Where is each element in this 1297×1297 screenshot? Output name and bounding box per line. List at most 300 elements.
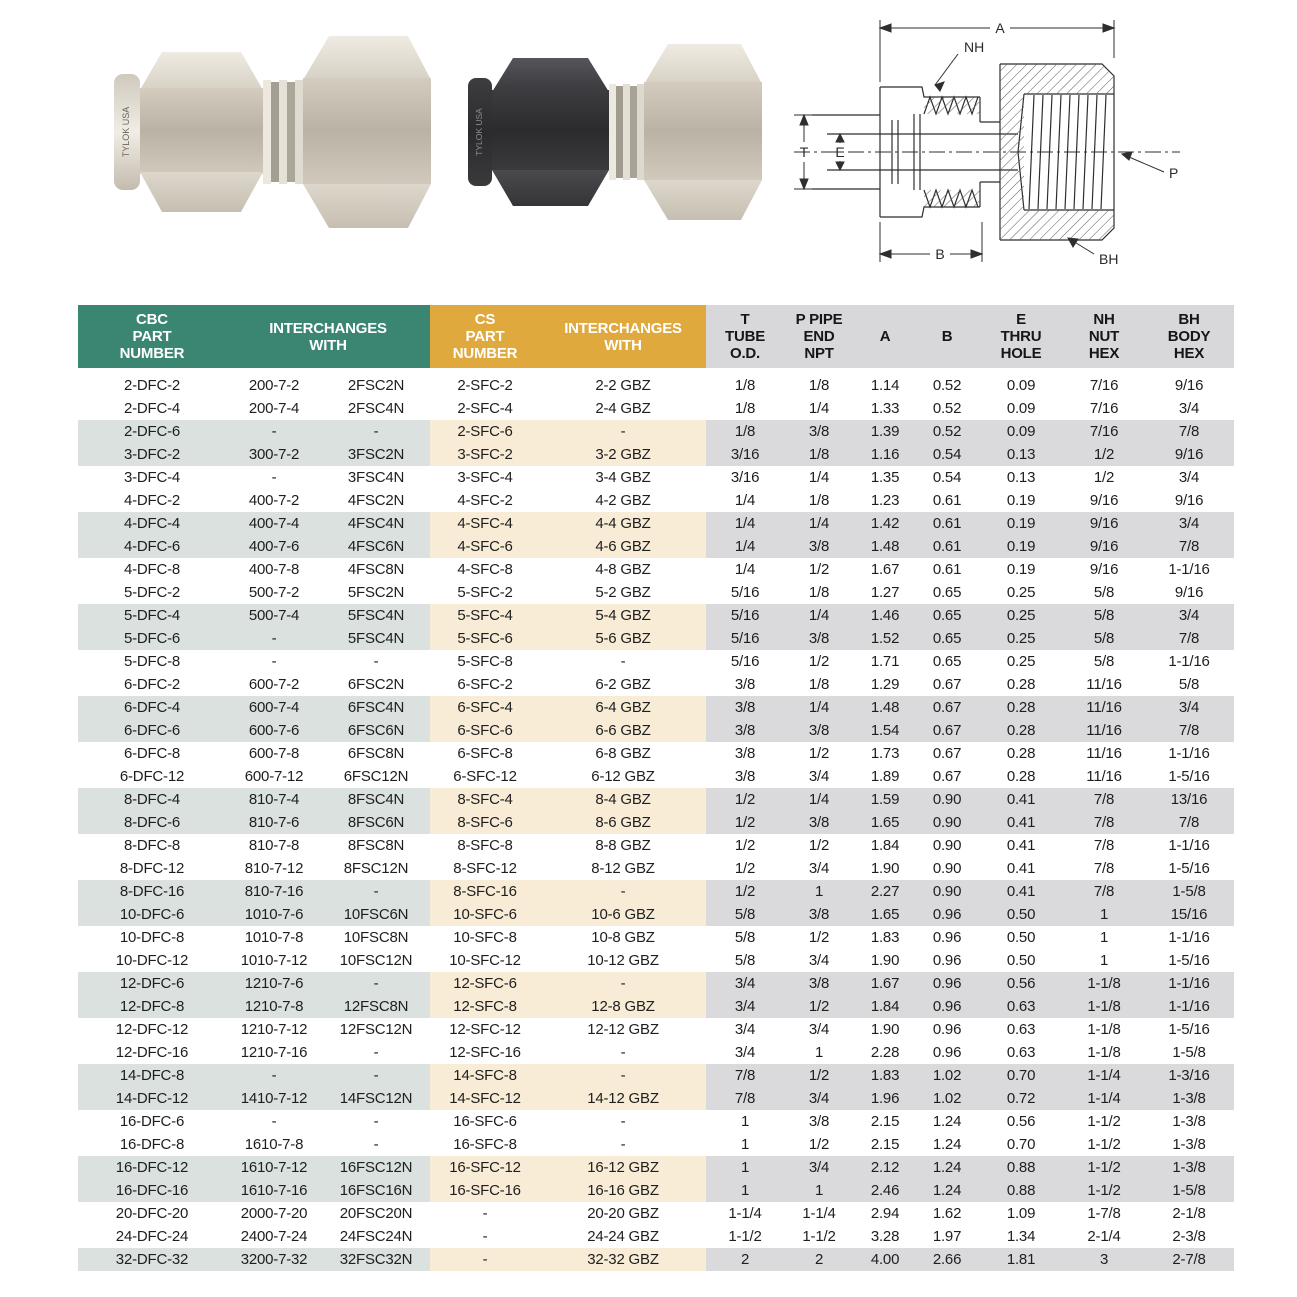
cell-int_gbz: 16-16 GBZ: [540, 1179, 706, 1202]
cell-t_tube_od: 5/8: [706, 903, 784, 926]
table-row: [78, 1018, 1234, 1041]
cell-cs: 8-SFC-16: [430, 880, 540, 903]
cell-cs: -: [430, 1202, 540, 1225]
cell-cs: 4-SFC-6: [430, 535, 540, 558]
cell-cs: 12-SFC-6: [430, 972, 540, 995]
table-row: [78, 903, 1234, 926]
cell-e_thru_hole: 0.50: [978, 903, 1064, 926]
cell-int2: 6FSC12N: [322, 765, 430, 788]
table-row: [78, 397, 1234, 420]
cell-cbc: 6-DFC-8: [78, 742, 226, 765]
cell-nh_nut_hex: 1/2: [1064, 443, 1144, 466]
cell-a: 1.83: [854, 926, 916, 949]
cell-cs: 6-SFC-4: [430, 696, 540, 719]
cell-int_gbz: -: [540, 1064, 706, 1087]
cell-nh_nut_hex: 1-1/8: [1064, 995, 1144, 1018]
cell-t_tube_od: 3/4: [706, 1018, 784, 1041]
table-row: [78, 1156, 1234, 1179]
cell-int2: -: [322, 1110, 430, 1133]
cell-int_gbz: 6-4 GBZ: [540, 696, 706, 719]
cell-int_gbz: 2-4 GBZ: [540, 397, 706, 420]
cell-nh_nut_hex: 11/16: [1064, 673, 1144, 696]
cell-t_tube_od: 1/4: [706, 512, 784, 535]
cell-bh_body_hex: 1-3/16: [1144, 1064, 1234, 1087]
cell-t_tube_od: 1-1/4: [706, 1202, 784, 1225]
cell-int_gbz: 4-6 GBZ: [540, 535, 706, 558]
cell-bh_body_hex: 5/8: [1144, 673, 1234, 696]
cell-int2: -: [322, 1133, 430, 1156]
cell-a: 1.67: [854, 972, 916, 995]
cell-cbc: 3-DFC-2: [78, 443, 226, 466]
cell-cbc: 6-DFC-6: [78, 719, 226, 742]
cell-cbc: 12-DFC-16: [78, 1041, 226, 1064]
cell-cbc: 5-DFC-6: [78, 627, 226, 650]
table-row: [78, 627, 1234, 650]
cell-int2: 6FSC6N: [322, 719, 430, 742]
cell-t_tube_od: 1: [706, 1110, 784, 1133]
cell-e_thru_hole: 0.28: [978, 696, 1064, 719]
cell-int1: 1210-7-16: [226, 1041, 322, 1064]
cell-a: 1.48: [854, 696, 916, 719]
cell-t_tube_od: 5/16: [706, 581, 784, 604]
cell-t_tube_od: 3/8: [706, 696, 784, 719]
cell-int_gbz: -: [540, 1110, 706, 1133]
cell-a: 1.73: [854, 742, 916, 765]
cell-cbc: 2-DFC-4: [78, 397, 226, 420]
cell-int1: 810-7-8: [226, 834, 322, 857]
cell-nh_nut_hex: 11/16: [1064, 719, 1144, 742]
cell-int2: 10FSC12N: [322, 949, 430, 972]
cell-p_pipe_end_npt: 3/8: [784, 811, 854, 834]
cell-cs: 2-SFC-4: [430, 397, 540, 420]
cell-int_gbz: 6-8 GBZ: [540, 742, 706, 765]
cell-int_gbz: 5-2 GBZ: [540, 581, 706, 604]
cell-e_thru_hole: 0.28: [978, 719, 1064, 742]
nut-hex: [140, 52, 263, 212]
cell-int2: 5FSC4N: [322, 604, 430, 627]
cell-a: 4.00: [854, 1248, 916, 1271]
cell-b: 0.67: [916, 696, 978, 719]
cell-int1: 810-7-12: [226, 857, 322, 880]
cell-t_tube_od: 1/8: [706, 397, 784, 420]
table-row: [78, 811, 1234, 834]
cell-p_pipe_end_npt: 3/8: [784, 719, 854, 742]
cell-p_pipe_end_npt: 1/2: [784, 742, 854, 765]
table-row: [78, 581, 1234, 604]
cell-int1: -: [226, 1110, 322, 1133]
cell-cbc: 24-DFC-24: [78, 1225, 226, 1248]
cell-int1: 600-7-8: [226, 742, 322, 765]
cell-e_thru_hole: 0.56: [978, 1110, 1064, 1133]
cell-t_tube_od: 3/4: [706, 995, 784, 1018]
cell-nh_nut_hex: 1-1/2: [1064, 1110, 1144, 1133]
cell-b: 0.65: [916, 627, 978, 650]
cell-cs: 4-SFC-4: [430, 512, 540, 535]
cell-int1: -: [226, 627, 322, 650]
cell-nh_nut_hex: 7/16: [1064, 397, 1144, 420]
cell-b: 0.65: [916, 604, 978, 627]
cell-int2: 6FSC8N: [322, 742, 430, 765]
cell-cbc: 6-DFC-2: [78, 673, 226, 696]
cell-int2: 5FSC4N: [322, 627, 430, 650]
cell-bh_body_hex: 15/16: [1144, 903, 1234, 926]
cell-int1: 600-7-2: [226, 673, 322, 696]
cell-bh_body_hex: 2-3/8: [1144, 1225, 1234, 1248]
cell-e_thru_hole: 0.63: [978, 1018, 1064, 1041]
cell-nh_nut_hex: 1: [1064, 903, 1144, 926]
cell-b: 0.52: [916, 371, 978, 397]
cell-cs: 12-SFC-12: [430, 1018, 540, 1041]
cell-bh_body_hex: 3/4: [1144, 696, 1234, 719]
cell-int1: 1610-7-16: [226, 1179, 322, 1202]
cell-e_thru_hole: 0.70: [978, 1064, 1064, 1087]
cell-p_pipe_end_npt: 3/4: [784, 765, 854, 788]
cell-bh_body_hex: 1-1/16: [1144, 742, 1234, 765]
cell-int1: 2400-7-24: [226, 1225, 322, 1248]
cell-cbc: 20-DFC-20: [78, 1202, 226, 1225]
cell-int1: -: [226, 420, 322, 443]
cell-t_tube_od: 1: [706, 1179, 784, 1202]
cell-int1: 1010-7-8: [226, 926, 322, 949]
cell-cbc: 4-DFC-6: [78, 535, 226, 558]
cell-e_thru_hole: 1.34: [978, 1225, 1064, 1248]
cell-t_tube_od: 5/16: [706, 627, 784, 650]
dim-label-p: P: [1169, 165, 1179, 181]
cell-int1: 810-7-6: [226, 811, 322, 834]
cell-e_thru_hole: 0.25: [978, 581, 1064, 604]
cell-nh_nut_hex: 5/8: [1064, 604, 1144, 627]
cell-cbc: 8-DFC-12: [78, 857, 226, 880]
cell-int_gbz: 5-4 GBZ: [540, 604, 706, 627]
table-row: [78, 1248, 1234, 1271]
cell-p_pipe_end_npt: 3/8: [784, 972, 854, 995]
cell-e_thru_hole: 0.19: [978, 512, 1064, 535]
cell-int_gbz: 20-20 GBZ: [540, 1202, 706, 1225]
table-row: [78, 650, 1234, 673]
cell-int1: 600-7-4: [226, 696, 322, 719]
cell-t_tube_od: 1/2: [706, 788, 784, 811]
cell-a: 1.14: [854, 371, 916, 397]
product-image-area: [0, 0, 1297, 295]
cell-int_gbz: 8-12 GBZ: [540, 857, 706, 880]
cell-b: 1.62: [916, 1202, 978, 1225]
cell-cbc: 5-DFC-8: [78, 650, 226, 673]
header-p_pipe_end_npt: P PIPE END NPT: [784, 305, 854, 371]
cell-int2: 14FSC12N: [322, 1087, 430, 1110]
cell-a: 1.83: [854, 1064, 916, 1087]
cell-cs: 6-SFC-6: [430, 719, 540, 742]
cell-int2: 6FSC4N: [322, 696, 430, 719]
cell-a: 1.65: [854, 811, 916, 834]
cell-cbc: 12-DFC-6: [78, 972, 226, 995]
cell-a: 2.15: [854, 1110, 916, 1133]
cell-b: 0.90: [916, 880, 978, 903]
cell-int2: 4FSC2N: [322, 489, 430, 512]
cell-a: 1.39: [854, 420, 916, 443]
cell-nh_nut_hex: 3: [1064, 1248, 1144, 1271]
cell-bh_body_hex: 1-5/16: [1144, 765, 1234, 788]
cell-nh_nut_hex: 1: [1064, 949, 1144, 972]
cell-bh_body_hex: 1-5/16: [1144, 1018, 1234, 1041]
cell-t_tube_od: 7/8: [706, 1087, 784, 1110]
cell-e_thru_hole: 0.25: [978, 604, 1064, 627]
cell-p_pipe_end_npt: 1/2: [784, 558, 854, 581]
dim-label-t: T: [799, 144, 809, 160]
cell-a: 1.52: [854, 627, 916, 650]
cell-int_gbz: 5-6 GBZ: [540, 627, 706, 650]
cell-e_thru_hole: 0.28: [978, 765, 1064, 788]
cell-cbc: 16-DFC-16: [78, 1179, 226, 1202]
cell-a: 1.65: [854, 903, 916, 926]
cell-int2: -: [322, 650, 430, 673]
cell-int_gbz: 12-8 GBZ: [540, 995, 706, 1018]
cell-int2: -: [322, 1064, 430, 1087]
cell-int_gbz: 8-6 GBZ: [540, 811, 706, 834]
cell-bh_body_hex: 9/16: [1144, 371, 1234, 397]
cell-cbc: 8-DFC-4: [78, 788, 226, 811]
cell-a: 2.94: [854, 1202, 916, 1225]
cell-int2: 24FSC24N: [322, 1225, 430, 1248]
cell-int2: 4FSC4N: [322, 512, 430, 535]
cell-cs: 10-SFC-8: [430, 926, 540, 949]
table-row: [78, 443, 1234, 466]
table-row: [78, 512, 1234, 535]
cell-cs: 3-SFC-2: [430, 443, 540, 466]
cell-cbc: 8-DFC-8: [78, 834, 226, 857]
cell-int_gbz: 10-8 GBZ: [540, 926, 706, 949]
cell-int2: 12FSC12N: [322, 1018, 430, 1041]
cell-b: 0.67: [916, 673, 978, 696]
cell-nh_nut_hex: 9/16: [1064, 558, 1144, 581]
cell-e_thru_hole: 0.25: [978, 627, 1064, 650]
cell-int1: -: [226, 1064, 322, 1087]
cell-e_thru_hole: 0.19: [978, 558, 1064, 581]
cell-nh_nut_hex: 1/2: [1064, 466, 1144, 489]
table-row: [78, 926, 1234, 949]
cell-bh_body_hex: 13/16: [1144, 788, 1234, 811]
cell-bh_body_hex: 1-1/16: [1144, 558, 1234, 581]
cell-int2: 16FSC12N: [322, 1156, 430, 1179]
cell-bh_body_hex: 7/8: [1144, 535, 1234, 558]
dim-label-bh: BH: [1099, 251, 1119, 267]
cell-int2: 4FSC8N: [322, 558, 430, 581]
cell-nh_nut_hex: 7/8: [1064, 880, 1144, 903]
table-row: [78, 742, 1234, 765]
spec-table-body: [78, 371, 1234, 1271]
cell-t_tube_od: 3/16: [706, 443, 784, 466]
cell-t_tube_od: 1/4: [706, 489, 784, 512]
cell-p_pipe_end_npt: 3/8: [784, 903, 854, 926]
cell-e_thru_hole: 0.19: [978, 535, 1064, 558]
cell-bh_body_hex: 1-3/8: [1144, 1133, 1234, 1156]
cell-nh_nut_hex: 7/8: [1064, 834, 1144, 857]
cell-int2: 6FSC2N: [322, 673, 430, 696]
cell-bh_body_hex: 1-1/16: [1144, 834, 1234, 857]
cell-a: 1.84: [854, 834, 916, 857]
cell-cs: 2-SFC-6: [430, 420, 540, 443]
table-row: [78, 489, 1234, 512]
cell-int1: 1610-7-8: [226, 1133, 322, 1156]
cell-e_thru_hole: 0.09: [978, 371, 1064, 397]
cell-int2: 3FSC2N: [322, 443, 430, 466]
cell-int1: 300-7-2: [226, 443, 322, 466]
cell-int2: 2FSC2N: [322, 371, 430, 397]
cell-int1: 400-7-6: [226, 535, 322, 558]
cell-a: 2.27: [854, 880, 916, 903]
cell-e_thru_hole: 1.09: [978, 1202, 1064, 1225]
cell-p_pipe_end_npt: 1/8: [784, 489, 854, 512]
cell-bh_body_hex: 9/16: [1144, 581, 1234, 604]
cell-bh_body_hex: 3/4: [1144, 512, 1234, 535]
cell-b: 0.96: [916, 926, 978, 949]
cell-t_tube_od: 1/4: [706, 558, 784, 581]
header-t_tube_od: T TUBE O.D.: [706, 305, 784, 371]
cell-t_tube_od: 3/8: [706, 719, 784, 742]
cell-a: 1.90: [854, 949, 916, 972]
cell-int1: 1210-7-12: [226, 1018, 322, 1041]
cell-cbc: 14-DFC-12: [78, 1087, 226, 1110]
cell-b: 1.24: [916, 1110, 978, 1133]
cell-int1: 1010-7-6: [226, 903, 322, 926]
cell-bh_body_hex: 1-1/16: [1144, 650, 1234, 673]
header-b: B: [916, 305, 978, 371]
cell-a: 1.29: [854, 673, 916, 696]
cell-bh_body_hex: 1-1/16: [1144, 995, 1234, 1018]
cell-cs: 2-SFC-2: [430, 371, 540, 397]
table-row: [78, 880, 1234, 903]
cell-cs: 16-SFC-8: [430, 1133, 540, 1156]
cell-cs: 12-SFC-8: [430, 995, 540, 1018]
cell-bh_body_hex: 1-3/8: [1144, 1110, 1234, 1133]
cell-int_gbz: 4-8 GBZ: [540, 558, 706, 581]
cell-p_pipe_end_npt: 3/4: [784, 857, 854, 880]
cell-p_pipe_end_npt: 3/4: [784, 1087, 854, 1110]
tylok-usa-engraving: TYLOK USA: [474, 108, 484, 156]
cell-a: 1.67: [854, 558, 916, 581]
cell-nh_nut_hex: 1-1/2: [1064, 1156, 1144, 1179]
cell-int_gbz: -: [540, 1041, 706, 1064]
cell-nh_nut_hex: 7/8: [1064, 811, 1144, 834]
cell-p_pipe_end_npt: 1/8: [784, 443, 854, 466]
cell-p_pipe_end_npt: 1/4: [784, 512, 854, 535]
cell-nh_nut_hex: 5/8: [1064, 581, 1144, 604]
cell-p_pipe_end_npt: 1/2: [784, 1133, 854, 1156]
cell-e_thru_hole: 0.70: [978, 1133, 1064, 1156]
cell-p_pipe_end_npt: 1: [784, 880, 854, 903]
cell-nh_nut_hex: 1-7/8: [1064, 1202, 1144, 1225]
cell-a: 1.46: [854, 604, 916, 627]
cell-a: 2.15: [854, 1133, 916, 1156]
cell-e_thru_hole: 0.41: [978, 880, 1064, 903]
cell-nh_nut_hex: 9/16: [1064, 489, 1144, 512]
table-row: [78, 1133, 1234, 1156]
cell-int2: -: [322, 880, 430, 903]
cell-int1: 1410-7-12: [226, 1087, 322, 1110]
cell-int_gbz: 10-6 GBZ: [540, 903, 706, 926]
cell-a: 1.23: [854, 489, 916, 512]
cell-int1: -: [226, 466, 322, 489]
cell-p_pipe_end_npt: 1/2: [784, 1064, 854, 1087]
cell-p_pipe_end_npt: 1/4: [784, 466, 854, 489]
cell-cbc: 10-DFC-6: [78, 903, 226, 926]
cell-nh_nut_hex: 11/16: [1064, 742, 1144, 765]
cell-p_pipe_end_npt: 1/8: [784, 673, 854, 696]
cell-p_pipe_end_npt: 1/8: [784, 581, 854, 604]
cell-int_gbz: -: [540, 972, 706, 995]
cell-a: 1.89: [854, 765, 916, 788]
cell-e_thru_hole: 0.63: [978, 1041, 1064, 1064]
cell-int1: -: [226, 650, 322, 673]
cell-int1: 2000-7-20: [226, 1202, 322, 1225]
cell-b: 0.54: [916, 443, 978, 466]
cell-t_tube_od: 5/16: [706, 650, 784, 673]
cell-int2: 10FSC8N: [322, 926, 430, 949]
cell-bh_body_hex: 1-1/16: [1144, 972, 1234, 995]
cell-cbc: 5-DFC-4: [78, 604, 226, 627]
table-row: [78, 1179, 1234, 1202]
header-a: A: [854, 305, 916, 371]
cell-cs: 14-SFC-8: [430, 1064, 540, 1087]
cell-p_pipe_end_npt: 3/8: [784, 420, 854, 443]
cell-b: 0.61: [916, 512, 978, 535]
cell-e_thru_hole: 0.13: [978, 443, 1064, 466]
cell-int_gbz: 2-2 GBZ: [540, 371, 706, 397]
cell-p_pipe_end_npt: 1-1/4: [784, 1202, 854, 1225]
cell-p_pipe_end_npt: 1/4: [784, 696, 854, 719]
cell-t_tube_od: 1/2: [706, 811, 784, 834]
cell-int2: 20FSC20N: [322, 1202, 430, 1225]
cell-a: 1.71: [854, 650, 916, 673]
cell-e_thru_hole: 0.13: [978, 466, 1064, 489]
cell-int2: 32FSC32N: [322, 1248, 430, 1271]
cell-int2: -: [322, 420, 430, 443]
cell-int2: 4FSC6N: [322, 535, 430, 558]
cell-t_tube_od: 1/8: [706, 420, 784, 443]
cell-nh_nut_hex: 11/16: [1064, 696, 1144, 719]
cell-a: 2.12: [854, 1156, 916, 1179]
cell-cs: 4-SFC-8: [430, 558, 540, 581]
cell-e_thru_hole: 0.19: [978, 489, 1064, 512]
cell-cs: 16-SFC-16: [430, 1179, 540, 1202]
cell-e_thru_hole: 0.88: [978, 1179, 1064, 1202]
cell-cs: 5-SFC-4: [430, 604, 540, 627]
cell-cs: 8-SFC-12: [430, 857, 540, 880]
cell-b: 0.96: [916, 949, 978, 972]
cell-int_gbz: 4-2 GBZ: [540, 489, 706, 512]
cell-cbc: 6-DFC-12: [78, 765, 226, 788]
cell-nh_nut_hex: 9/16: [1064, 512, 1144, 535]
table-row: [78, 535, 1234, 558]
cell-int_gbz: 8-4 GBZ: [540, 788, 706, 811]
cell-nh_nut_hex: 7/16: [1064, 371, 1144, 397]
cell-bh_body_hex: 1-3/8: [1144, 1087, 1234, 1110]
cell-cs: 16-SFC-12: [430, 1156, 540, 1179]
table-row: [78, 1041, 1234, 1064]
cell-cbc: 10-DFC-12: [78, 949, 226, 972]
cell-cbc: 14-DFC-8: [78, 1064, 226, 1087]
cell-t_tube_od: 3/8: [706, 673, 784, 696]
cell-cs: 5-SFC-8: [430, 650, 540, 673]
cell-b: 0.52: [916, 397, 978, 420]
cell-bh_body_hex: 1-3/8: [1144, 1156, 1234, 1179]
cell-nh_nut_hex: 5/8: [1064, 650, 1144, 673]
cell-int2: 8FSC4N: [322, 788, 430, 811]
thread-rings: [609, 84, 644, 180]
cell-a: 1.33: [854, 397, 916, 420]
cell-cbc: 2-DFC-2: [78, 371, 226, 397]
cell-b: 0.90: [916, 834, 978, 857]
header-interchanges2: INTERCHANGES WITH: [540, 305, 706, 371]
